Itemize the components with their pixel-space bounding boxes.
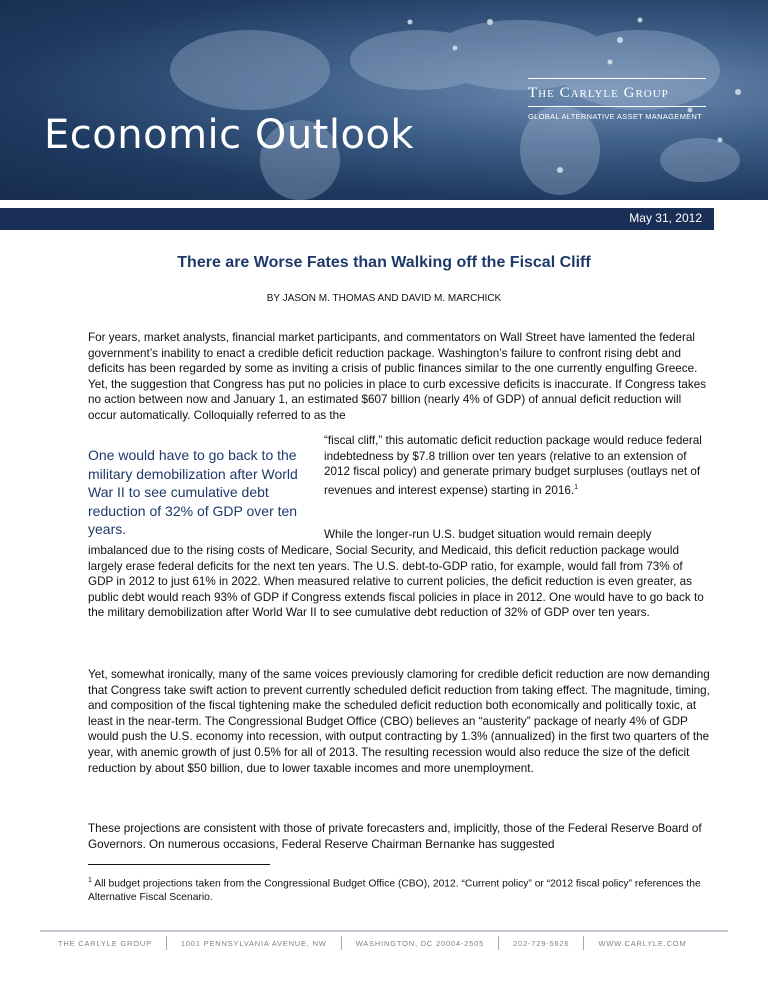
publication-date: May 31, 2012 [629,211,702,225]
logo-company-name: The Carlyle Group [528,85,669,101]
banner-gap [0,200,768,208]
paragraph-1: For years, market analysts, financial market participants, and commentators on Wall Street have lamented the federal government’s inability to enact a credible deficit reduction package. Washington’s failure to confront rising debt and deficits has been regarded by some as inviting a crisis of public finances similar to the one currently engulfing Greece. Yet, the suggestion that Congress has put no policies in place to curb excessive deficits is inaccurate. If Congress takes no action between now and January 1, an estimated $607 billion (nearly 4% of GDP) of annual deficit reduction will occur automatically. Colloquially referred to as the [88,331,707,422]
carlyle-logo [528,78,706,121]
footnote-number: 1 [88,877,92,884]
paragraph-4: These projections are consistent with those of private forecasters and, implicitly, those of the Federal Reserve Board of Governors. On numerous occasions, Federal Reserve Chairman Bernanke has suggested [88,822,702,851]
footer-phone: 202-729-5626 [513,938,570,948]
page-footer [0,926,768,956]
footer-separator [341,936,342,950]
pull-quote: One would have to go back to the military demobilization after World War II to see cumulative debt reduction of 32% of GDP over ten years. [88,447,298,537]
logo-rule-bottom [528,106,706,107]
article-headline: There are Worse Fates than Walking off the Fiscal Cliff [177,254,591,271]
footer-city: WASHINGTON, DC 20004-2505 [355,938,485,948]
footer-rule [40,930,728,932]
paragraph-2: imbalanced due to the rising costs of Medicare, Social Security, and Medicaid, this deficit reduction package would largely erase federal deficits for the next ten years. The U.S. debt-to-GDP ratio, for example, would fall from 73% of GDP in 2012 to just 61% in 2022. When measured relative to current policies, the deficit reduction is even greater, as public debt would reach 93% of GDP if Congress extends fiscal policies in place in 2012. One would have to go back to the military demobilization after World War II to see cumulative debt reduction of 32% of GDP over ten years. [88,544,704,620]
footer-website[interactable]: WWW.CARLYLE.COM [598,938,687,948]
paragraph-1-continued [324,433,712,498]
footnote-reference: 1 [574,483,579,491]
footer-company: THE CARLYLE GROUP [58,938,152,948]
header-banner [0,0,768,200]
footer-contact [58,936,687,950]
paragraph-1-continued-text: “fiscal cliff,” this automatic deficit reduction package would reduce federal indebtedness by $7.8 trillion over ten years (relative to an extension of 2012 fiscal policy) and generate primary budget surpluses (outlays net of revenues and interest expense) starting in 2016. [324,434,702,497]
paragraph-3: Yet, somewhat ironically, many of the same voices previously clamoring for credible deficit reduction are now demanding that Congress take swift action to prevent currently scheduled deficit reduction from taking effect. The magnitude, timing, and composition of the fiscal tightening make the scheduled deficit reduction both economically and politically toxic, at least in the near-term. The Congressional Budget Office (CBO) believes an “austerity” package of nearly 4% of GDP would push the U.S. economy into recession, with output contracting by 1.3% (annualized) in the first two quarters of the year, with anemic growth of just 0.5% for all of 2013. The resulting recession would also reduce the size of the deficit reduction by about $50 billion, due to lower taxable incomes and more unemployment. [88,668,710,775]
footer-address: 1001 PENNSYLVANIA AVENUE, NW [180,938,327,948]
date-bar [0,208,714,230]
footnote [88,874,712,905]
page-title: Economic Outlook [44,112,415,158]
article-byline: BY JASON M. THOMAS AND DAVID M. MARCHICK [266,293,502,304]
footer-separator [498,936,499,950]
paragraph-2-start: While the longer-run U.S. budget situation would remain deeply [324,528,652,541]
logo-tagline: GLOBAL ALTERNATIVE ASSET MANAGEMENT [528,112,703,121]
logo-rule-top [528,78,706,79]
footnote-text: All budget projections taken from the Congressional Budget Office (CBO), 2012. “Current policy” or “2012 fiscal policy” references the Alternative Fiscal Scenario. [88,878,701,904]
footnote-divider [88,864,270,865]
footer-separator [583,936,584,950]
footer-separator [166,936,167,950]
